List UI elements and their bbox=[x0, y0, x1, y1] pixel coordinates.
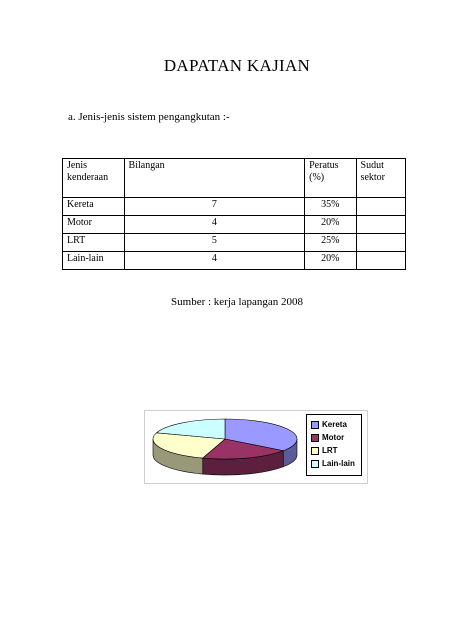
legend-item bbox=[311, 418, 361, 431]
table-header-row bbox=[63, 159, 406, 198]
header-peratus: Peratus (%) bbox=[305, 159, 356, 198]
table-row bbox=[63, 216, 406, 234]
transport-table bbox=[62, 158, 406, 270]
cell-bilangan: 4 bbox=[124, 252, 305, 270]
cell-jenis: Kereta bbox=[63, 198, 125, 216]
legend-label: LRT bbox=[322, 446, 338, 455]
legend-item bbox=[311, 457, 361, 470]
cell-sudut bbox=[356, 234, 405, 252]
cell-bilangan: 4 bbox=[124, 216, 305, 234]
pie-chart bbox=[145, 411, 305, 483]
cell-peratus: 20% bbox=[305, 216, 356, 234]
table-row bbox=[63, 252, 406, 270]
legend-swatch bbox=[311, 447, 319, 455]
page-title: DAPATAN KAJIAN bbox=[163, 56, 311, 75]
legend-label: Lain-lain bbox=[322, 459, 355, 468]
legend-swatch bbox=[311, 421, 319, 429]
legend-label: Kereta bbox=[322, 420, 347, 429]
cell-jenis: Lain-lain bbox=[63, 252, 125, 270]
cell-jenis: Motor bbox=[63, 216, 125, 234]
cell-sudut bbox=[356, 198, 405, 216]
section-subheading: a. Jenis-jenis sistem pengangkutan :- bbox=[68, 111, 230, 123]
cell-peratus: 25% bbox=[305, 234, 356, 252]
header-bilangan: Bilangan bbox=[124, 159, 305, 198]
chart-legend bbox=[306, 414, 362, 476]
cell-peratus: 35% bbox=[305, 198, 356, 216]
legend-label: Motor bbox=[322, 433, 345, 442]
legend-item bbox=[311, 431, 361, 444]
cell-sudut bbox=[356, 216, 405, 234]
cell-bilangan: 7 bbox=[124, 198, 305, 216]
legend-item bbox=[311, 444, 361, 457]
header-jenis: Jenis kenderaan bbox=[63, 159, 125, 198]
header-sudut: Sudut sektor bbox=[356, 159, 405, 198]
cell-jenis: LRT bbox=[63, 234, 125, 252]
cell-peratus: 20% bbox=[305, 252, 356, 270]
cell-sudut bbox=[356, 252, 405, 270]
table-row bbox=[63, 234, 406, 252]
cell-bilangan: 5 bbox=[124, 234, 305, 252]
legend-swatch bbox=[311, 460, 319, 468]
legend-swatch bbox=[311, 434, 319, 442]
source-note: Sumber : kerja lapangan 2008 bbox=[171, 296, 303, 308]
table-row bbox=[63, 198, 406, 216]
